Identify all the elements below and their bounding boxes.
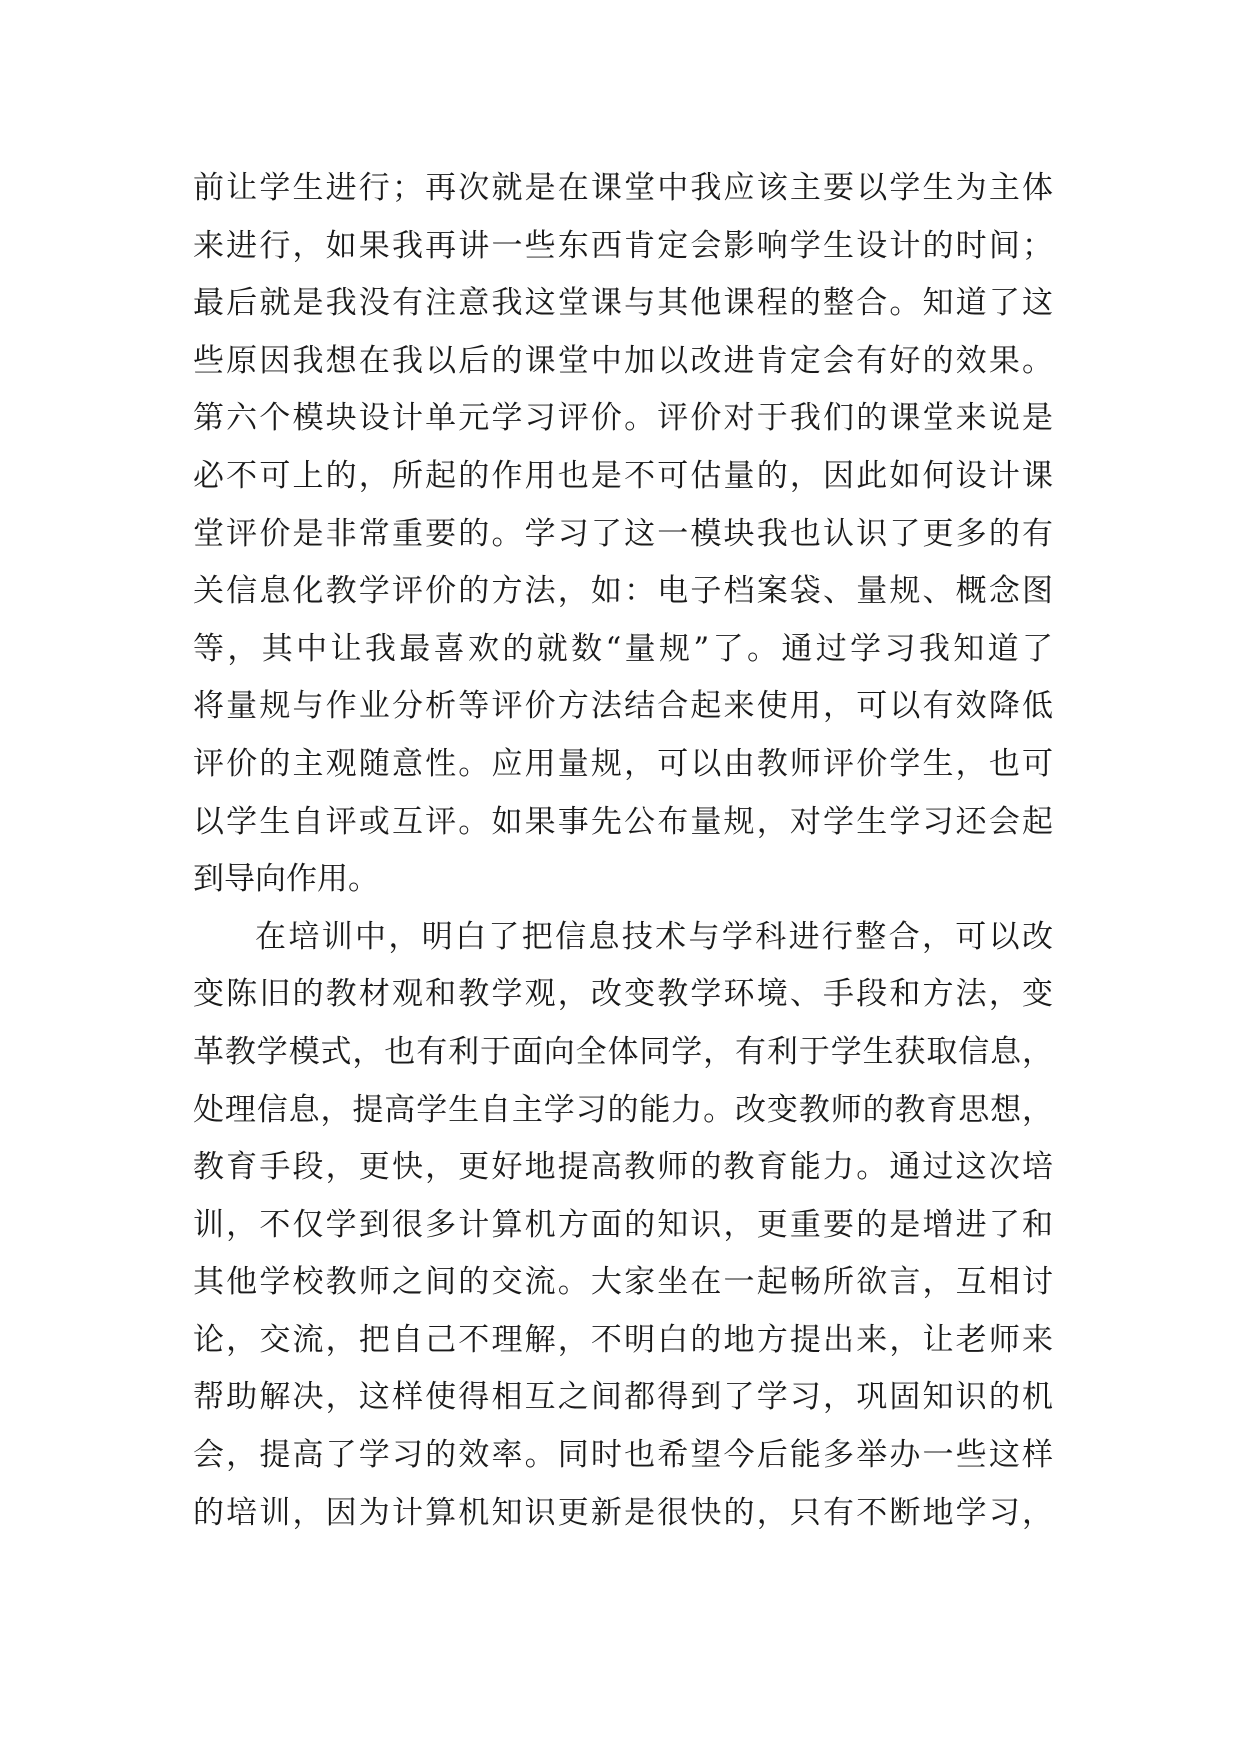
text-line: 来进行，如果我再讲一些东西肯定会影响学生设计的时间； bbox=[193, 227, 1053, 264]
text-line: 到导向作用。 bbox=[193, 861, 379, 898]
text-line: 教育手段，更快，更好地提高教师的教育能力。通过这次培 bbox=[193, 1149, 1053, 1186]
body-text bbox=[193, 160, 1053, 1542]
paragraph-2 bbox=[193, 909, 1053, 1543]
text-line: 最后就是我没有注意我这堂课与其他课程的整合。知道了这 bbox=[193, 285, 1053, 322]
text-line: 会，提高了学习的效率。同时也希望今后能多举办一些这样 bbox=[193, 1437, 1053, 1474]
text-line: 第六个模块设计单元学习评价。评价对于我们的课堂来说是 bbox=[193, 400, 1053, 437]
text-line: 论，交流，把自己不理解，不明白的地方提出来，让老师来 bbox=[193, 1321, 1053, 1358]
text-line: 的培训，因为计算机知识更新是很快的，只有不断地学习， bbox=[193, 1494, 1053, 1531]
text-line: 前让学生进行；再次就是在课堂中我应该主要以学生为主体 bbox=[193, 170, 1053, 206]
text-line: 将量规与作业分析等评价方法结合起来使用，可以有效降低 bbox=[193, 688, 1053, 725]
text-line: 处理信息，提高学生自主学习的能力。改变教师的教育思想， bbox=[193, 1091, 1053, 1128]
text-line: 些原因我想在我以后的课堂中加以改进肯定会有好的效果。 bbox=[193, 342, 1053, 379]
text-line: 在培训中，明白了把信息技术与学科进行整合，可以改 bbox=[255, 918, 1053, 955]
text-line: 评价的主观随意性。应用量规，可以由教师评价学生，也可 bbox=[193, 745, 1053, 782]
text-line: 以学生自评或互评。如果事先公布量规，对学生学习还会起 bbox=[193, 803, 1053, 840]
text-line: 等，其中让我最喜欢的就数“量规”了。通过学习我知道了 bbox=[193, 630, 1053, 667]
text-line: 革教学模式，也有利于面向全体同学，有利于学生获取信息， bbox=[193, 1033, 1053, 1070]
paragraph-1 bbox=[193, 160, 1053, 909]
text-line: 其他学校教师之间的交流。大家坐在一起畅所欲言，互相讨 bbox=[193, 1264, 1053, 1301]
text-line: 关信息化教学评价的方法，如：电子档案袋、量规、概念图 bbox=[193, 573, 1053, 610]
text-line: 变陈旧的教材观和教学观，改变教学环境、手段和方法，变 bbox=[193, 976, 1053, 1013]
text-line: 堂评价是非常重要的。学习了这一模块我也认识了更多的有 bbox=[193, 515, 1053, 552]
text-line: 必不可上的，所起的作用也是不可估量的，因此如何设计课 bbox=[193, 457, 1053, 494]
text-line: 帮助解决，这样使得相互之间都得到了学习，巩固知识的机 bbox=[193, 1379, 1053, 1416]
text-line: 训，不仅学到很多计算机方面的知识，更重要的是增进了和 bbox=[193, 1206, 1053, 1243]
